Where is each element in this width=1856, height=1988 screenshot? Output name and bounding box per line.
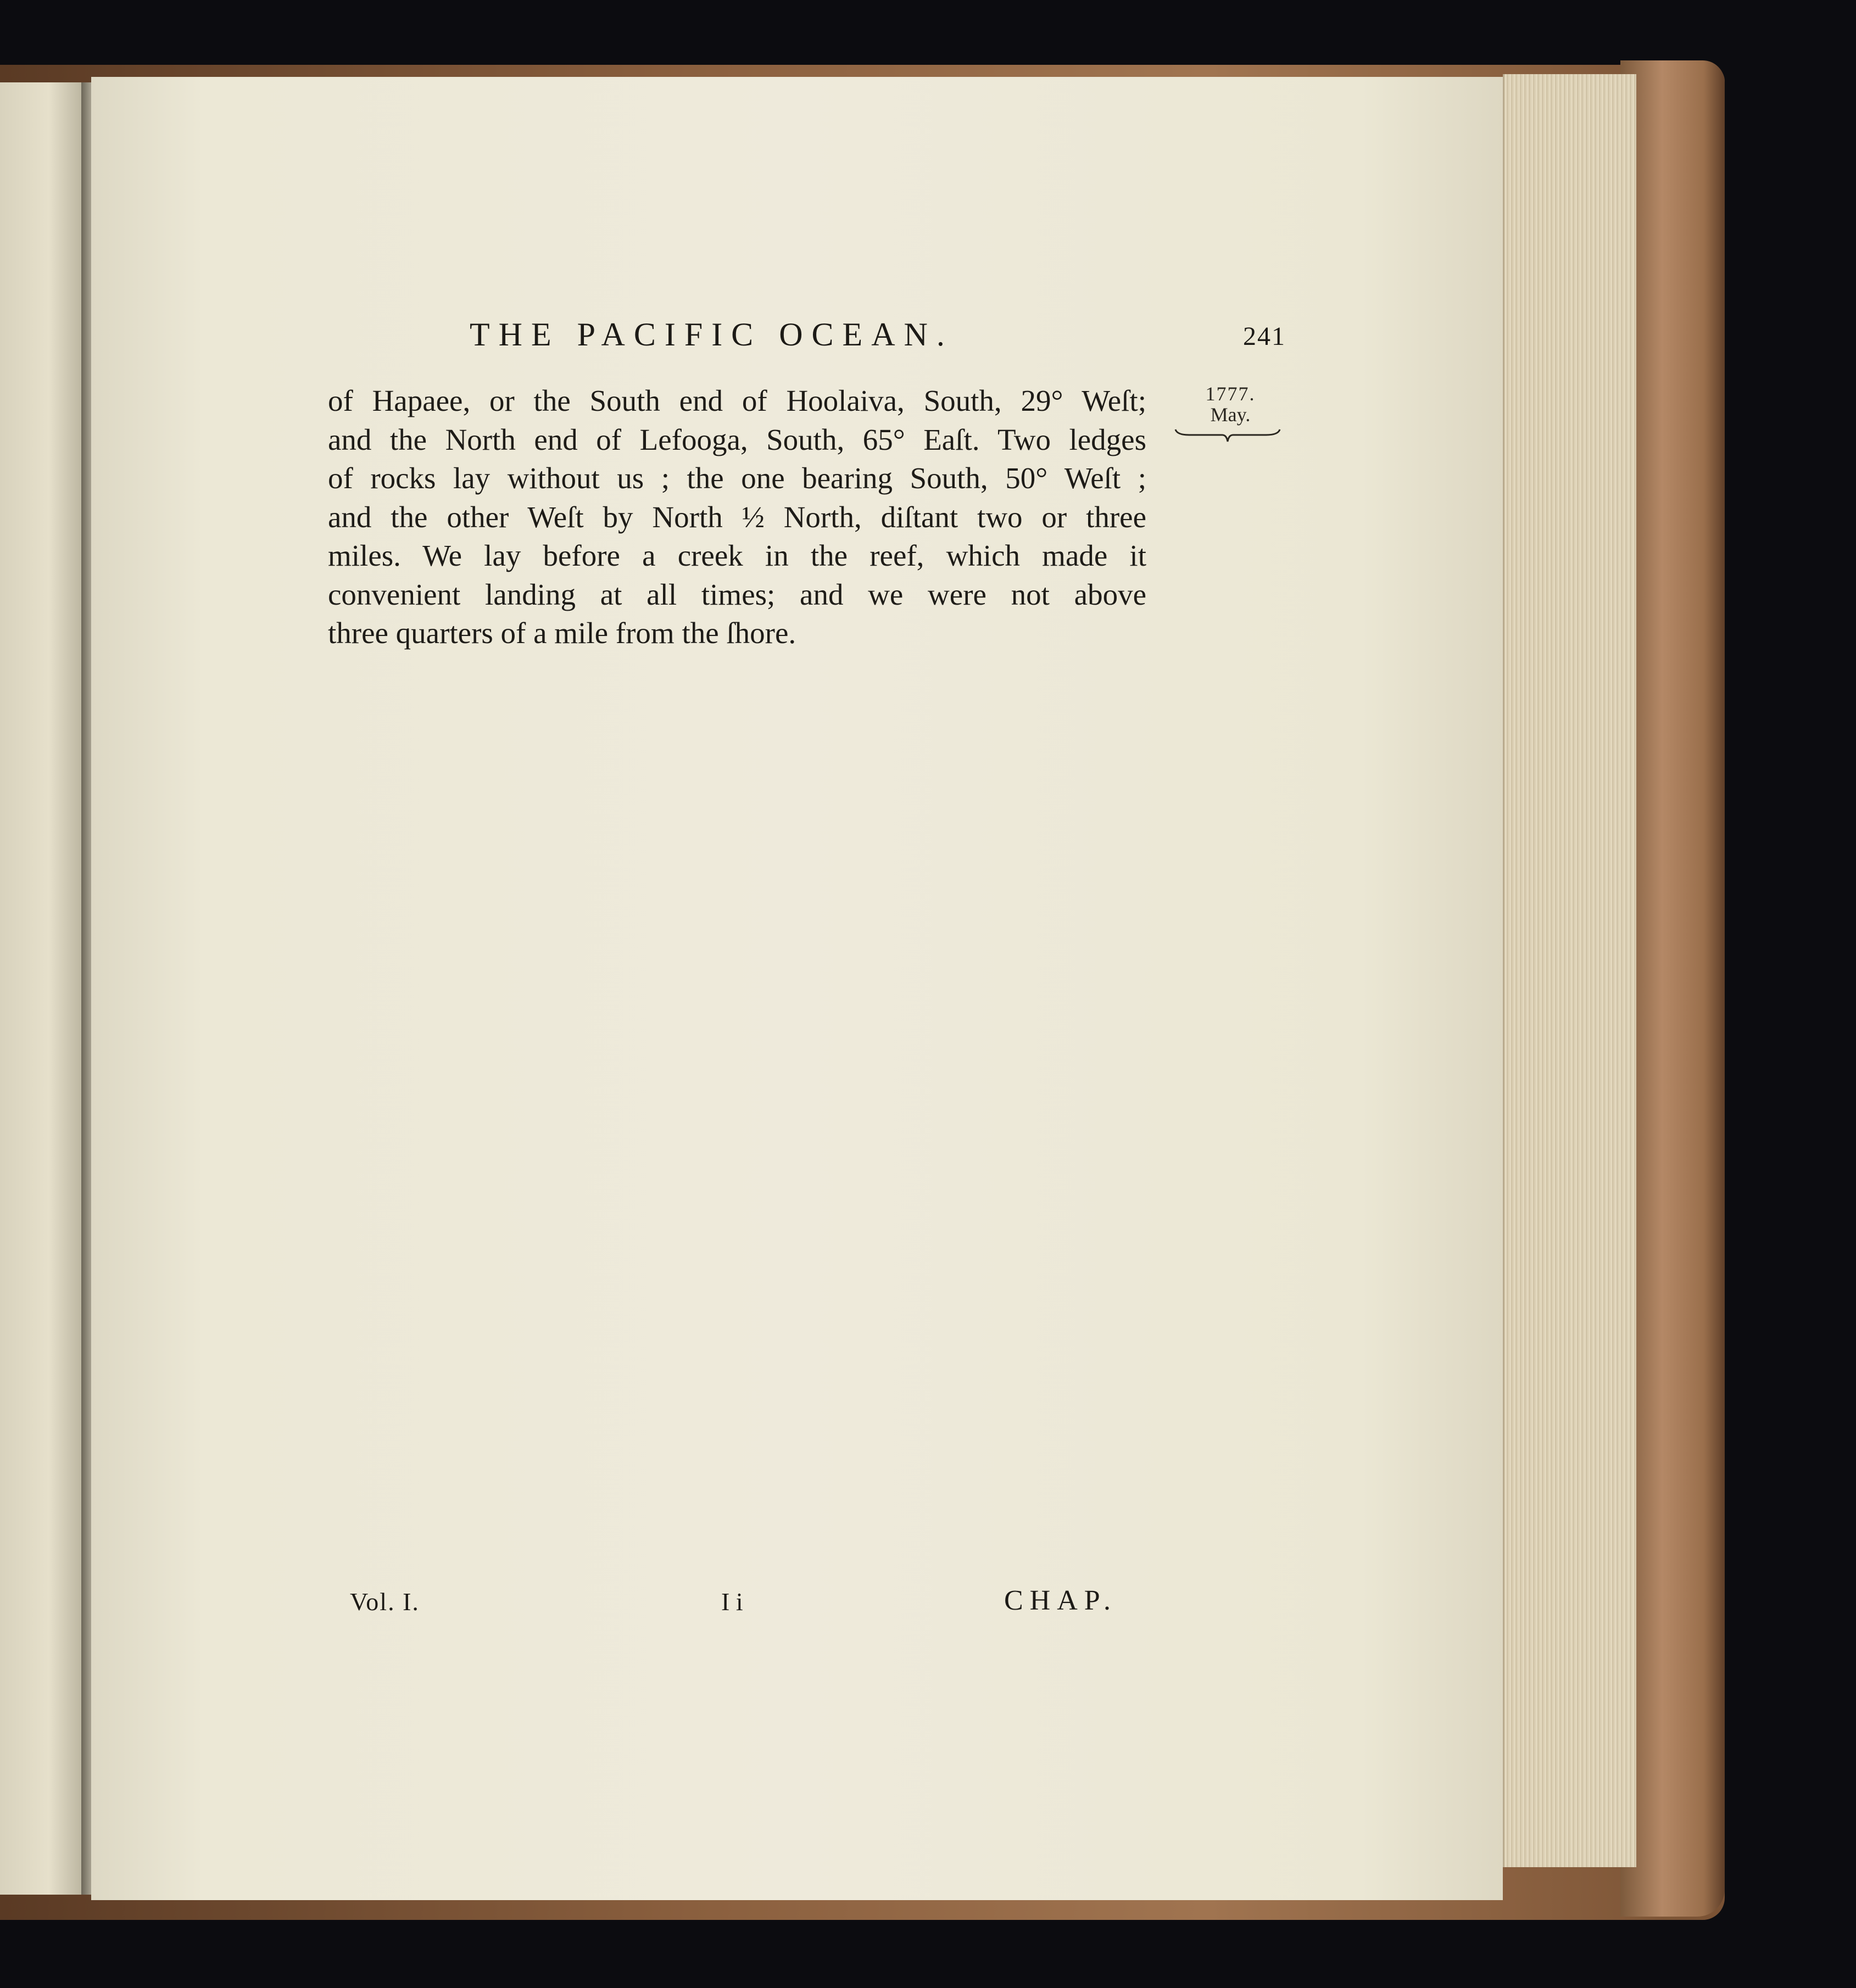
page-block-edge [1503,74,1636,1867]
margin-brace-icon [1173,427,1283,444]
body-line: and the other Weſt by North ½ North, diſtant two or three [328,500,1146,534]
body-line: of Hapaee, or the South end of Hoolaiva, South, 29° Weſt; [328,384,1146,417]
footer-signature: I i [721,1588,743,1616]
book-gutter [81,82,91,1895]
footer-volume: Vol. I. [350,1588,420,1616]
margin-note [1181,383,1280,425]
body-line: and the North end of Lefooga, South, 65° Eaſt. Two ledges [328,422,1146,456]
running-head: THE PACIFIC OCEAN. [470,316,954,353]
body-text [328,382,1146,653]
body-line: miles. We lay before a creek in the reef, which made it [328,539,1146,572]
page-number: 241 [1243,322,1286,351]
body-line: of rocks lay without us ; the one bearing South, 50° Weſt ; [328,461,1146,495]
left-page [0,82,81,1895]
margin-note-year: 1777. [1205,383,1256,405]
body-line: three quarters of a mile from the ſhore. [328,616,796,650]
margin-note-month: May. [1210,404,1251,426]
footer-catchword: CHAP. [1004,1585,1117,1616]
body-line: convenient landing at all times; and we were not above [328,577,1146,611]
